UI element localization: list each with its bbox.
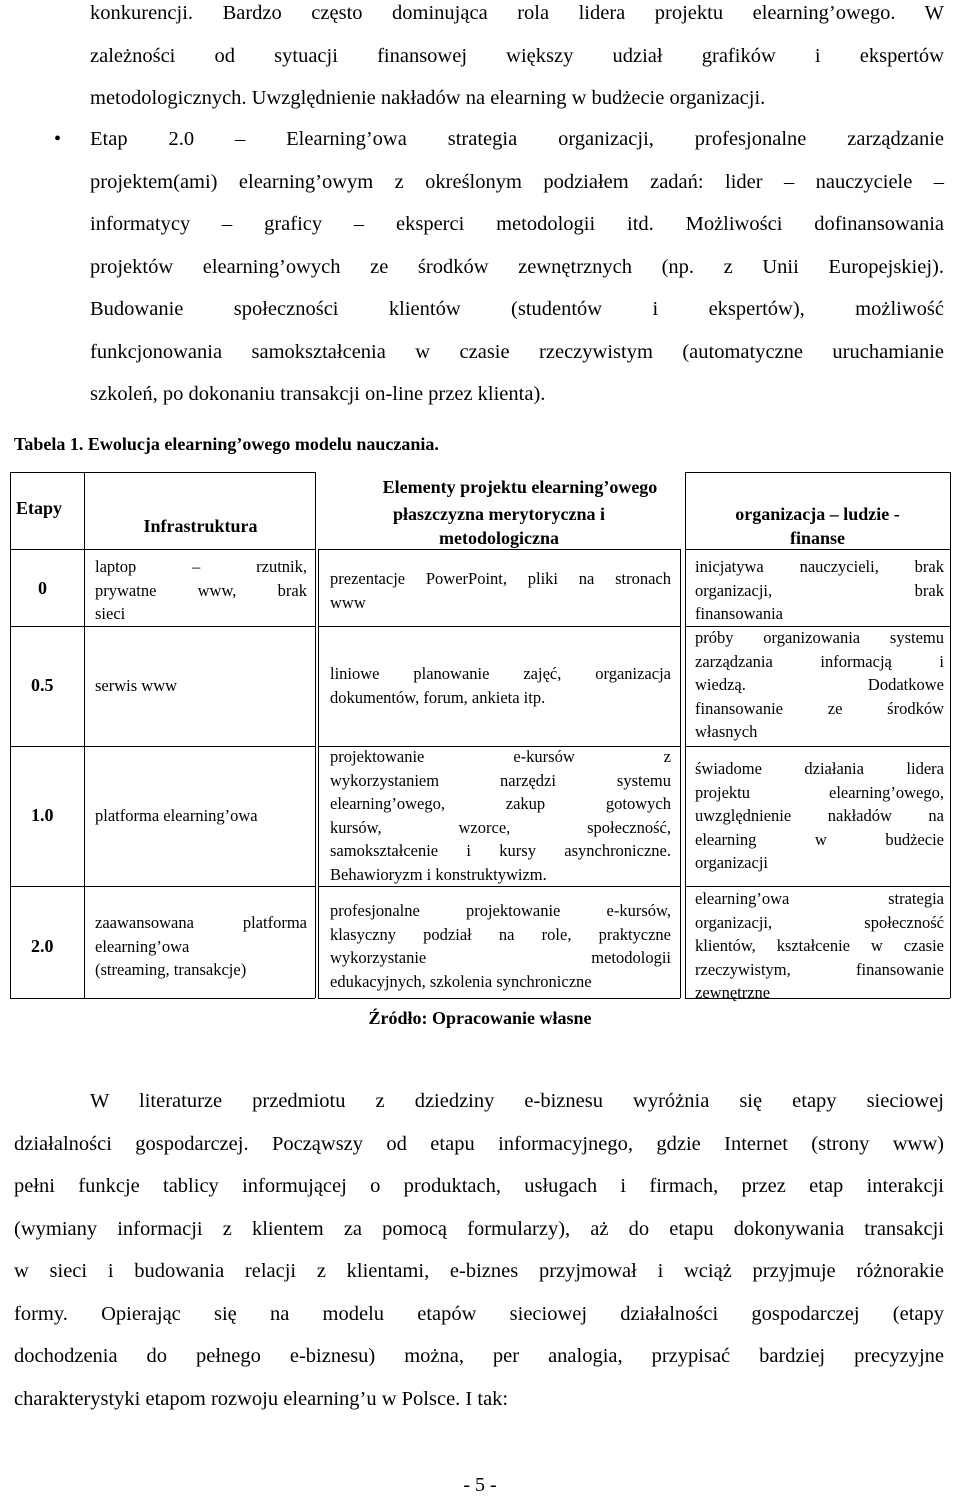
cell-line: samokształcenie i kursy asynchroniczne.	[330, 841, 671, 860]
cell-line: klientów, kształcenie w czasie	[695, 936, 944, 955]
cell-line: inicjatywa nauczycieli, brak	[695, 557, 944, 576]
table-rule	[685, 472, 686, 998]
methodology-cell	[330, 899, 671, 993]
text-line: działalności gospodarczej. Począwszy od etapu informacyjnego, gdzie Internet (strony www)	[14, 1132, 944, 1155]
table-rule	[318, 626, 680, 627]
intro-paragraph	[90, 0, 944, 120]
cell-line: laptop – rzutnik,	[95, 557, 307, 576]
table-rule	[680, 549, 681, 998]
header-organizacja	[685, 502, 950, 550]
bullet-icon: •	[54, 128, 62, 150]
header-line: finanse	[789, 528, 845, 548]
methodology-cell	[330, 567, 671, 614]
table-rule	[84, 472, 85, 998]
header-etapy: Etapy	[16, 498, 63, 518]
infrastructure-cell	[95, 911, 307, 982]
cell-line: sieci	[95, 604, 126, 623]
page-number: - 5 -	[463, 1474, 497, 1496]
cell-line: finansowania	[695, 604, 783, 623]
table-rule	[10, 549, 315, 550]
table-rule	[10, 472, 11, 998]
table-caption: Tabela 1. Ewolucja elearning’owego modelu nauczania.	[14, 434, 439, 454]
text-line: pełni funkcje tablicy informującej o produktach, usługach i firmach, przez etap interakcji	[14, 1175, 944, 1197]
infrastructure-cell	[95, 555, 307, 626]
cell-line: zaawansowana platforma	[95, 913, 307, 932]
cell-line: wiedzą. Dodatkowe	[695, 675, 944, 694]
cell-line: profesjonalne projektowanie e-kursów,	[330, 901, 671, 920]
cell-line: organizacji, brak	[695, 580, 944, 600]
text-line: szkoleń, po dokonaniu transakcji on-line przez klienta).	[90, 383, 546, 405]
header-elementy: Elementy projektu elearning’owego	[382, 477, 658, 497]
header-line: płaszczyzna merytoryczna i	[393, 504, 605, 524]
text-line: Etap 2.0 – Elearning’owa strategia organizacji, profesjonalne zarządzanie	[90, 128, 944, 150]
table-rule	[10, 998, 315, 999]
text-line: konkurencji. Bardzo często dominująca rola lidera projektu elearning’owego. W	[90, 2, 944, 24]
table-rule	[10, 472, 315, 473]
stage-label: 0	[38, 578, 47, 598]
table-rule	[318, 998, 680, 999]
cell-line: wykorzystaniem narzędzi systemu	[330, 770, 671, 790]
cell-line: świadome działania lidera	[695, 759, 944, 778]
organization-cell	[695, 555, 944, 626]
table-rule	[318, 549, 319, 998]
cell-line: finansowanie ze środków	[695, 698, 944, 718]
cell-line: elearning w budżecie	[695, 829, 944, 849]
cell-line: elearning’owa	[95, 936, 190, 956]
methodology-cell	[330, 662, 671, 709]
stage-label: 1.0	[31, 805, 54, 825]
text-line: formy. Opierając się na modelu etapów sieciowej działalności gospodarczej (etapy	[14, 1302, 944, 1325]
cell-line: prezentacje PowerPoint, pliki na stronach	[330, 569, 671, 588]
cell-line: Behawioryzm i konstruktywizm.	[330, 864, 547, 884]
text-line: w sieci i budowania relacji z klientami, e-biznes przyjmował i wciąż przyjmuje różnorakie	[14, 1260, 944, 1282]
infrastructure-cell	[95, 804, 307, 828]
cell-line: wykorzystanie metodologii	[330, 948, 671, 967]
cell-line: dokumentów, forum, ankieta itp.	[330, 687, 546, 707]
cell-line: projektu elearning’owego,	[695, 782, 944, 802]
text-line: dochodzenia do pełnego e-biznesu) można, per analogia, przypisać bardziej precyzyjne	[14, 1345, 944, 1367]
cell-line: platforma elearning’owa	[95, 806, 258, 825]
header-line: metodologiczna	[439, 528, 559, 548]
cell-line: serwis www	[95, 676, 178, 695]
text-line: charakterystyki etapom rozwoju elearning’u w Polsce. I tak:	[14, 1387, 509, 1410]
text-line: zależności od sytuacji finansowej większy udział grafików i ekspertów	[90, 44, 944, 67]
cell-line: klasyczny podział na role, praktyczne	[330, 924, 671, 944]
text-line: funkcjonowania samokształcenia w czasie rzeczywistym (automatyczne uruchamianie	[90, 340, 944, 363]
cell-line: edukacyjnych, szkolenia synchroniczne	[330, 971, 592, 991]
stage-label: 0.5	[31, 675, 54, 695]
cell-line: www	[330, 592, 366, 612]
cell-line: kursów, wzorce, społeczność,	[330, 817, 671, 837]
cell-line: elearning’owa strategia	[695, 889, 944, 908]
cell-line: elearning’owego, zakup gotowych	[330, 794, 671, 813]
header-infrastruktura: Infrastruktura	[143, 516, 258, 536]
cell-line: projektowanie e-kursów z	[330, 747, 671, 766]
table-rule	[10, 886, 315, 887]
table-source: Źródło: Opracowanie własne	[368, 1008, 592, 1028]
table-rule	[685, 472, 950, 473]
cell-line: organizacji	[695, 853, 768, 872]
organization-cell	[695, 887, 944, 1005]
table-rule	[10, 746, 315, 747]
table-rule	[318, 886, 680, 887]
table-rule	[685, 746, 950, 747]
text-line: projektów elearning’owych ze środków zewnętrznych (np. z Unii Europejskiej).	[90, 255, 944, 278]
table-rule	[10, 626, 315, 627]
infrastructure-cell	[95, 674, 307, 698]
organization-cell	[695, 626, 944, 744]
closing-paragraph	[14, 1080, 944, 1420]
text-line: informatycy – graficy – eksperci metodologii itd. Możliwości dofinansowania	[90, 213, 944, 235]
stage-label: 2.0	[31, 936, 54, 956]
cell-line: liniowe planowanie zajęć, organizacja	[330, 664, 671, 683]
text-line: Budowanie społeczności klientów (studentów i ekspertów), możliwość	[90, 298, 944, 320]
bullet-paragraph	[54, 118, 944, 416]
methodology-cell	[330, 745, 671, 886]
cell-line: prywatne www, brak	[95, 580, 307, 600]
table-rule	[950, 472, 951, 998]
cell-line: własnych	[695, 722, 758, 741]
cell-line: (streaming, transakcje)	[95, 960, 247, 979]
text-line: projektem(ami) elearning’owym z określonym podziałem zadań: lider – nauczyciele –	[90, 170, 944, 193]
cell-line: rzeczywistym, finansowanie	[695, 959, 944, 979]
text-line: W literaturze przedmiotu z dziedziny e-biznesu wyróżnia się etapy sieciowej	[90, 1090, 944, 1112]
text-line: (wymiany informacji z klientem za pomocą formularzy), aż do etapu dokonywania transakcji	[14, 1217, 944, 1240]
cell-line: zewnętrzne	[695, 983, 771, 1002]
cell-line: organizacji, społeczność	[695, 912, 944, 932]
header-merytoryczna	[318, 502, 680, 550]
cell-line: zarządzania informacją i	[695, 651, 944, 671]
header-line: organizacja – ludzie -	[735, 504, 900, 524]
cell-line: próby organizowania systemu	[695, 628, 944, 647]
text-line: metodologicznych. Uwzględnienie nakładów na elearning w budżecie organizacji.	[90, 87, 766, 109]
cell-line: uwzględnienie nakładów na	[695, 806, 944, 825]
table-rule	[315, 472, 316, 998]
organization-cell	[695, 757, 944, 875]
